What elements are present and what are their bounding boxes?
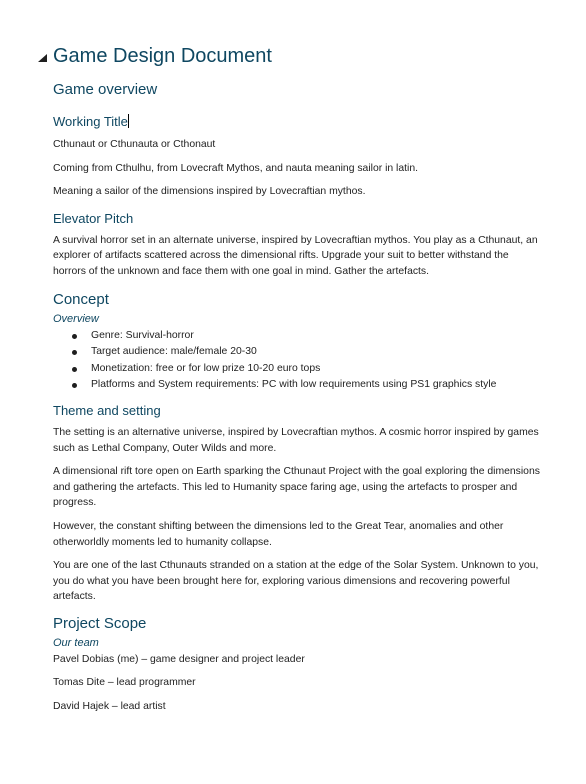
heading-1-row (38, 43, 272, 69)
document-title[interactable]: Game Design Document (53, 45, 272, 67)
paragraph[interactable]: A survival horror set in an alternate universe, inspired by Lovecraftian mythos. You play as a Cthunaut, an explorer of artifacts scattered across the dimensional rifts. Upgrade your suit to better withstand the horrors of the unknown and face them with one goal in mind. Gather the artefacts. (53, 234, 538, 277)
list-item-text: Target audience: male/female 20-30 (91, 346, 257, 358)
paragraph[interactable]: However, the constant shifting between the dimensions led to the Great Tear, anomalies and other otherworldly moments led to humanity collapse. (53, 520, 504, 548)
heading-game-overview[interactable]: Game overview (53, 81, 158, 98)
team-member[interactable]: Tomas Dite – lead programmer (53, 677, 196, 689)
paragraph[interactable]: The setting is an alternative universe, inspired by Lovecraftian mythos. A cosmic horror inspired by games such as Lethal Company, Outer Wilds and more. (53, 426, 539, 454)
list-item[interactable] (53, 328, 543, 345)
team-member[interactable]: Pavel Dobias (me) – game designer and project leader (53, 653, 305, 665)
list-item-text: Platforms and System requirements: PC with low requirements using PS1 graphics style (91, 379, 497, 391)
paragraph[interactable]: Coming from Cthulhu, from Lovecraft Mythos, and nauta meaning sailor in latin. (53, 162, 419, 174)
list-item[interactable] (53, 361, 543, 378)
text-cursor (128, 114, 129, 128)
heading-working-title[interactable] (53, 113, 543, 131)
subheading-overview[interactable]: Overview (53, 312, 99, 325)
list-item-text: Monetization: free or for low prize 10-20 euro tops (91, 362, 321, 374)
concept-bullet-list (53, 328, 543, 394)
heading-concept[interactable]: Concept (53, 290, 109, 308)
paragraph[interactable]: Cthunaut or Cthunauta or Cthonaut (53, 139, 216, 150)
heading-project-scope[interactable]: Project Scope (53, 614, 147, 632)
bullet-icon (72, 367, 77, 372)
bullet-icon (72, 383, 77, 388)
bullet-icon (72, 334, 77, 339)
heading-elevator-pitch[interactable]: Elevator Pitch (53, 210, 134, 226)
document-body (53, 80, 543, 715)
list-item-text: Genre: Survival-horror (91, 329, 194, 341)
list-item[interactable] (53, 344, 543, 361)
heading-theme-and-setting[interactable]: Theme and setting (53, 402, 161, 418)
working-title-heading-text: Working Title (53, 114, 128, 129)
bullet-icon (72, 350, 77, 355)
collapse-triangle-icon[interactable] (38, 54, 47, 62)
team-member[interactable]: David Hajek – lead artist (53, 701, 166, 713)
paragraph[interactable]: A dimensional rift tore open on Earth sparking the Cthunaut Project with the goal exploring the dimensions and gathering the artefacts. This led to Humanity space faring age, using the artefacts to prosper and progress. (53, 466, 540, 509)
subheading-our-team[interactable]: Our team (53, 636, 99, 649)
paragraph[interactable]: Meaning a sailor of the dimensions inspired by Lovecraftian mythos. (53, 186, 366, 198)
list-item[interactable] (53, 377, 543, 394)
paragraph[interactable]: You are one of the last Cthunauts stranded on a station at the edge of the Solar System. Unknown to you, you do what you have been brought here for, exploring various dimensions and recovering powerful artefacts. (53, 560, 539, 603)
